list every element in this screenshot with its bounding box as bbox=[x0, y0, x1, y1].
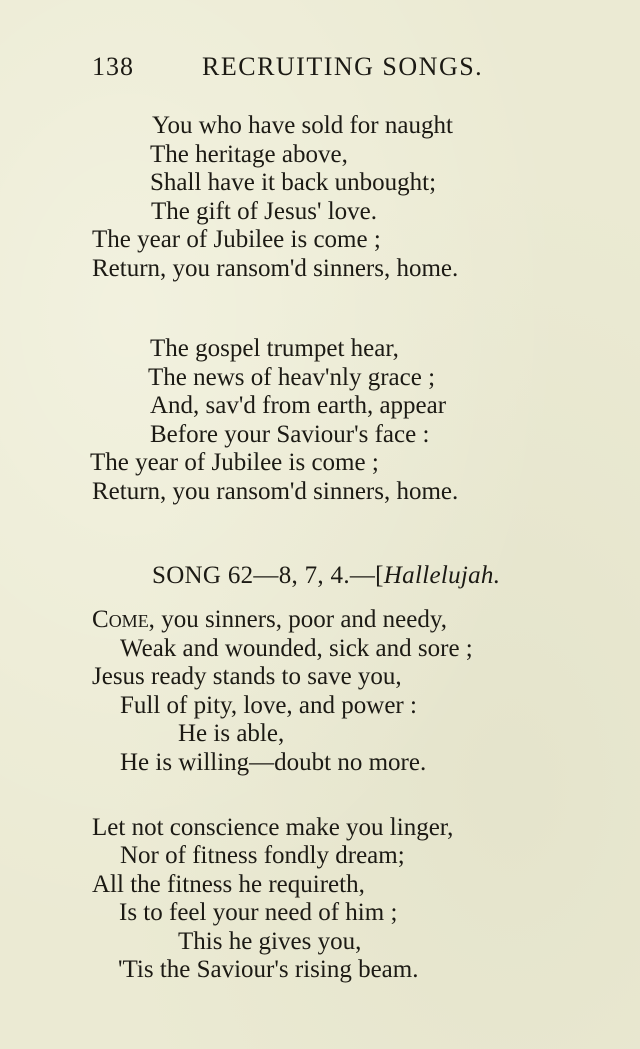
verse-line: He is able, bbox=[178, 720, 285, 747]
verse-line: Shall have it back unbought; bbox=[150, 169, 437, 196]
song-heading bbox=[152, 562, 500, 590]
verse-line: Is to feel your need of him ; bbox=[119, 899, 398, 926]
verse-line: And, sav'd from earth, appear bbox=[150, 392, 447, 419]
verse-line: Let not conscience make you linger, bbox=[92, 814, 454, 841]
verse-line: He is willing—doubt no more. bbox=[120, 749, 427, 776]
verse-line: Return, you ransom'd sinners, home. bbox=[92, 255, 459, 282]
verse-line: Nor of fitness fondly dream; bbox=[120, 842, 405, 869]
running-title: RECRUITING SONGS. bbox=[202, 52, 484, 81]
drop-initial: C bbox=[92, 606, 109, 633]
verse-line: 'Tis the Saviour's rising beam. bbox=[118, 956, 419, 983]
verse-line: The year of Jubilee is come ; bbox=[90, 449, 379, 476]
verse-line: You who have sold for naught bbox=[152, 112, 453, 139]
verse-line: The gift of Jesus' love. bbox=[151, 198, 377, 225]
verse-line: All the fitness he requireth, bbox=[92, 871, 365, 898]
song-number: SONG 62—8, 7, 4.—[ bbox=[152, 562, 384, 589]
page-header bbox=[92, 52, 532, 86]
verse-line: The year of Jubilee is come ; bbox=[92, 226, 381, 253]
verse-line: The heritage above, bbox=[150, 141, 348, 168]
small-caps-word: ome, bbox=[108, 606, 155, 633]
verse-line: The news of heav'nly grace ; bbox=[148, 364, 436, 391]
verse-line: Full of pity, love, and power : bbox=[120, 692, 417, 719]
verse-line bbox=[92, 606, 447, 634]
first-line-rest: you sinners, poor and needy, bbox=[154, 606, 448, 633]
verse-line: Weak and wounded, sick and sore ; bbox=[120, 635, 473, 662]
verse-line: The gospel trumpet hear, bbox=[150, 335, 399, 362]
page-number: 138 bbox=[92, 52, 134, 81]
tune-name: Hallelujah. bbox=[383, 562, 501, 589]
verse-line: Before your Saviour's face : bbox=[150, 421, 430, 448]
verse-line: Jesus ready stands to save you, bbox=[92, 663, 402, 690]
verse-line: This he gives you, bbox=[178, 928, 362, 955]
verse-line: Return, you ransom'd sinners, home. bbox=[92, 478, 459, 505]
